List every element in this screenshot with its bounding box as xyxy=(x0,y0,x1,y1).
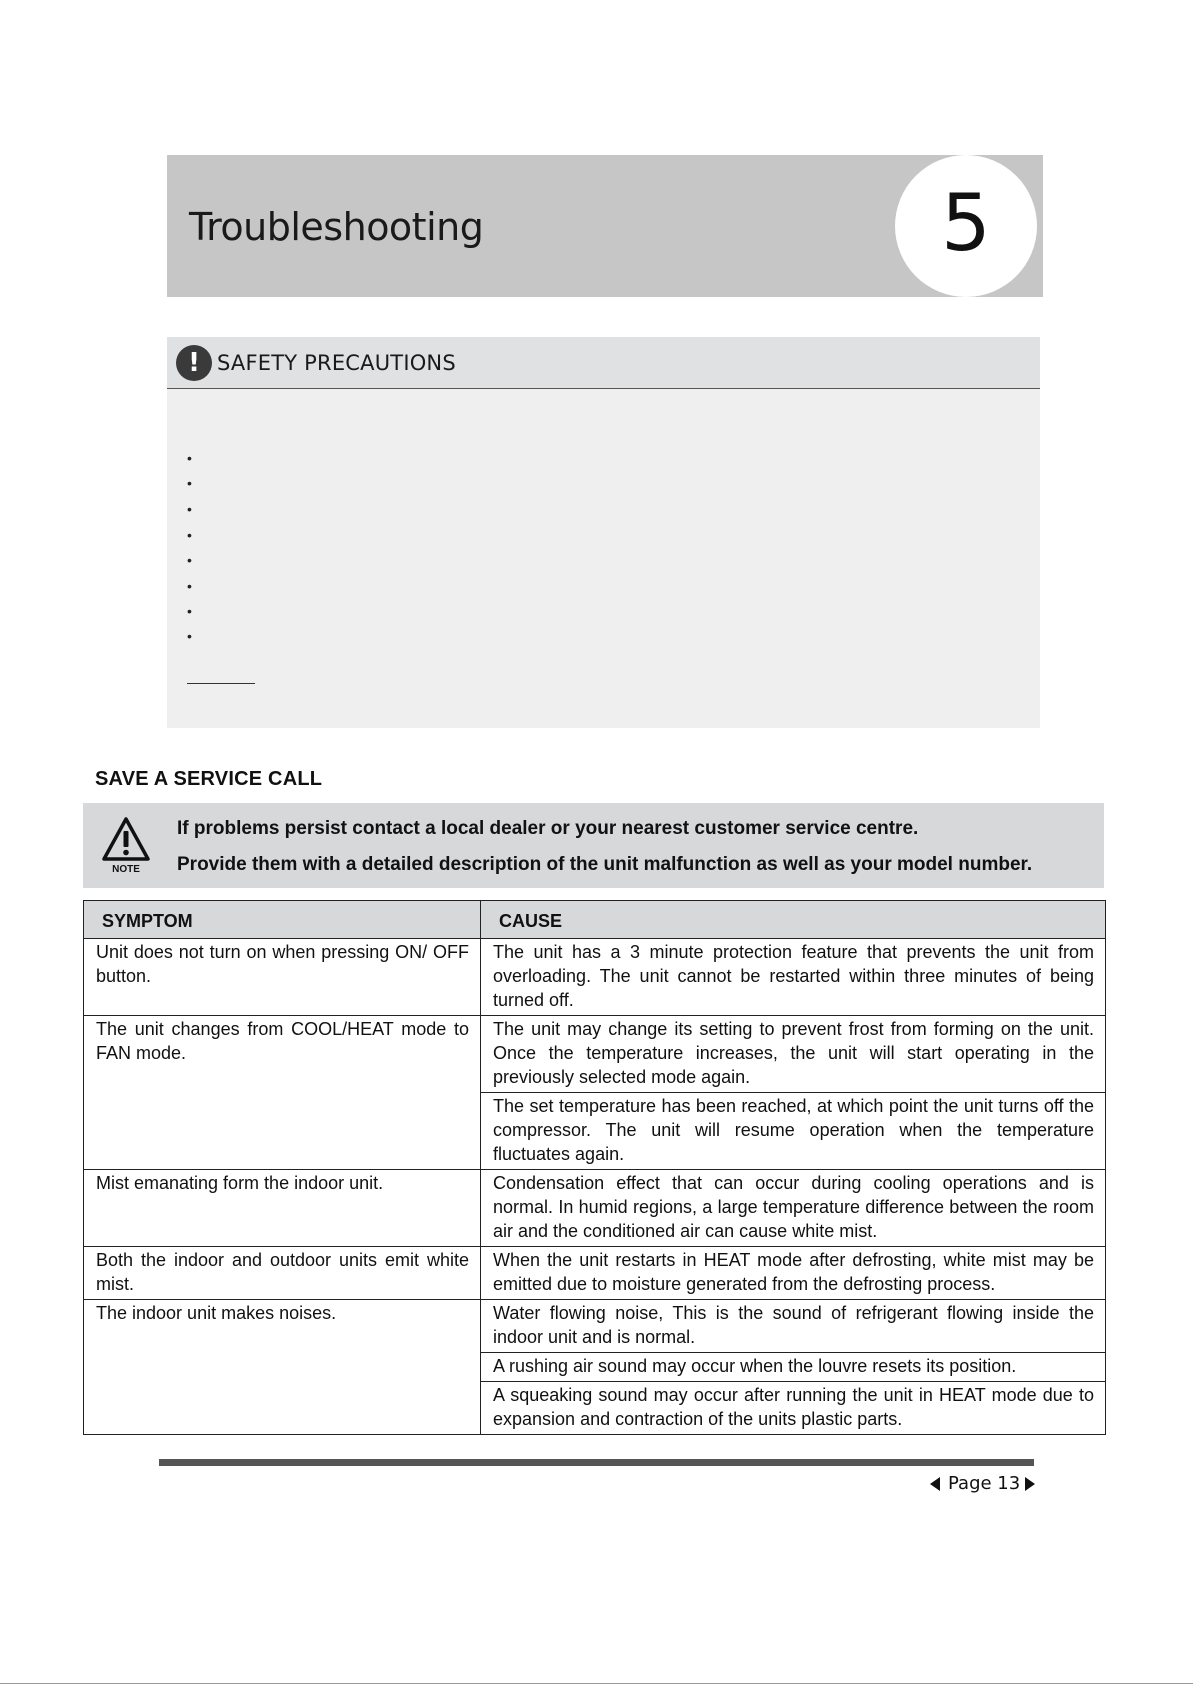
table-row xyxy=(84,939,1106,1016)
chapter-number-badge xyxy=(895,155,1037,297)
cause-cell: Water flowing noise, This is the sound of refrigerant flowing inside the indoor unit and is normal. xyxy=(481,1300,1106,1353)
bullet-point: • xyxy=(187,552,192,568)
note-label: NOTE xyxy=(112,864,140,875)
cause-cell: A rushing air sound may occur when the louvre resets its position. xyxy=(481,1353,1106,1382)
page-label: Page 13 xyxy=(948,1473,1021,1494)
chapter-header xyxy=(167,155,1043,297)
symptom-cell: The indoor unit makes noises. xyxy=(84,1300,481,1435)
cause-cell: The unit has a 3 minute protection feature that prevents the unit from overloading. The unit cannot be restarted within three minutes of being turned off. xyxy=(481,939,1106,1016)
note-line-2: Provide them with a detailed description of the unit malfunction as well as your model number. xyxy=(177,854,1033,875)
chapter-title: Troubleshooting xyxy=(189,205,484,249)
table-row xyxy=(84,1016,1106,1093)
warning-triangle-icon xyxy=(100,815,152,875)
bullet-point: • xyxy=(187,450,192,466)
bullet-point: • xyxy=(187,527,192,543)
symptom-cell: Both the indoor and outdoor units emit white mist. xyxy=(84,1247,481,1300)
service-call-title: SAVE A SERVICE CALL xyxy=(95,768,323,790)
cause-cell: The unit may change its setting to prevent frost from forming on the unit. Once the temperature increases, the unit will start operating in the previously selected mode again. xyxy=(481,1016,1106,1093)
bullet-point: • xyxy=(187,501,192,517)
cause-cell: Condensation effect that can occur during cooling operations and is normal. In humid regions, a large temperature difference between the room air and the conditioned air can cause white mist. xyxy=(481,1170,1106,1247)
safety-precautions-header xyxy=(167,337,1040,389)
cause-cell: A squeaking sound may occur after running the unit in HEAT mode due to expansion and contraction of the units plastic parts. xyxy=(481,1382,1106,1435)
safety-divider xyxy=(187,683,255,684)
safety-precautions-box xyxy=(167,337,1040,728)
chapter-number: 5 xyxy=(941,179,991,269)
table-row xyxy=(84,1300,1106,1353)
symptom-cell: The unit changes from COOL/HEAT mode to FAN mode. xyxy=(84,1016,481,1170)
table-row xyxy=(84,1170,1106,1247)
previous-page-icon[interactable] xyxy=(930,1477,940,1491)
cause-header: CAUSE xyxy=(481,901,1106,939)
note-line-1: If problems persist contact a local dealer or your nearest customer service centre. xyxy=(177,818,919,839)
bullet-point: • xyxy=(187,603,192,619)
exclamation-circle-icon: ! xyxy=(176,345,212,381)
footer-rule xyxy=(159,1459,1034,1466)
page-indicator xyxy=(930,1473,1040,1494)
cause-cell: When the unit restarts in HEAT mode after defrosting, white mist may be emitted due to moisture generated from the defrosting process. xyxy=(481,1247,1106,1300)
table-row xyxy=(84,1247,1106,1300)
symptom-cell: Mist emanating form the indoor unit. xyxy=(84,1170,481,1247)
safety-precautions-title: SAFETY PRECAUTIONS xyxy=(217,351,456,375)
next-page-icon[interactable] xyxy=(1025,1477,1035,1491)
page-bottom-edge xyxy=(0,1683,1193,1684)
bullet-point: • xyxy=(187,578,192,594)
symptom-header: SYMPTOM xyxy=(84,901,481,939)
note-box xyxy=(83,803,1104,888)
bullet-point: • xyxy=(187,475,192,491)
table-header-row xyxy=(84,901,1106,939)
symptom-cell: Unit does not turn on when pressing ON/ OFF button. xyxy=(84,939,481,1016)
troubleshooting-table xyxy=(83,900,1106,1435)
cause-cell: The set temperature has been reached, at which point the unit turns off the compressor. The unit will resume operation when the temperature fluctuates again. xyxy=(481,1093,1106,1170)
bullet-point: • xyxy=(187,628,192,644)
